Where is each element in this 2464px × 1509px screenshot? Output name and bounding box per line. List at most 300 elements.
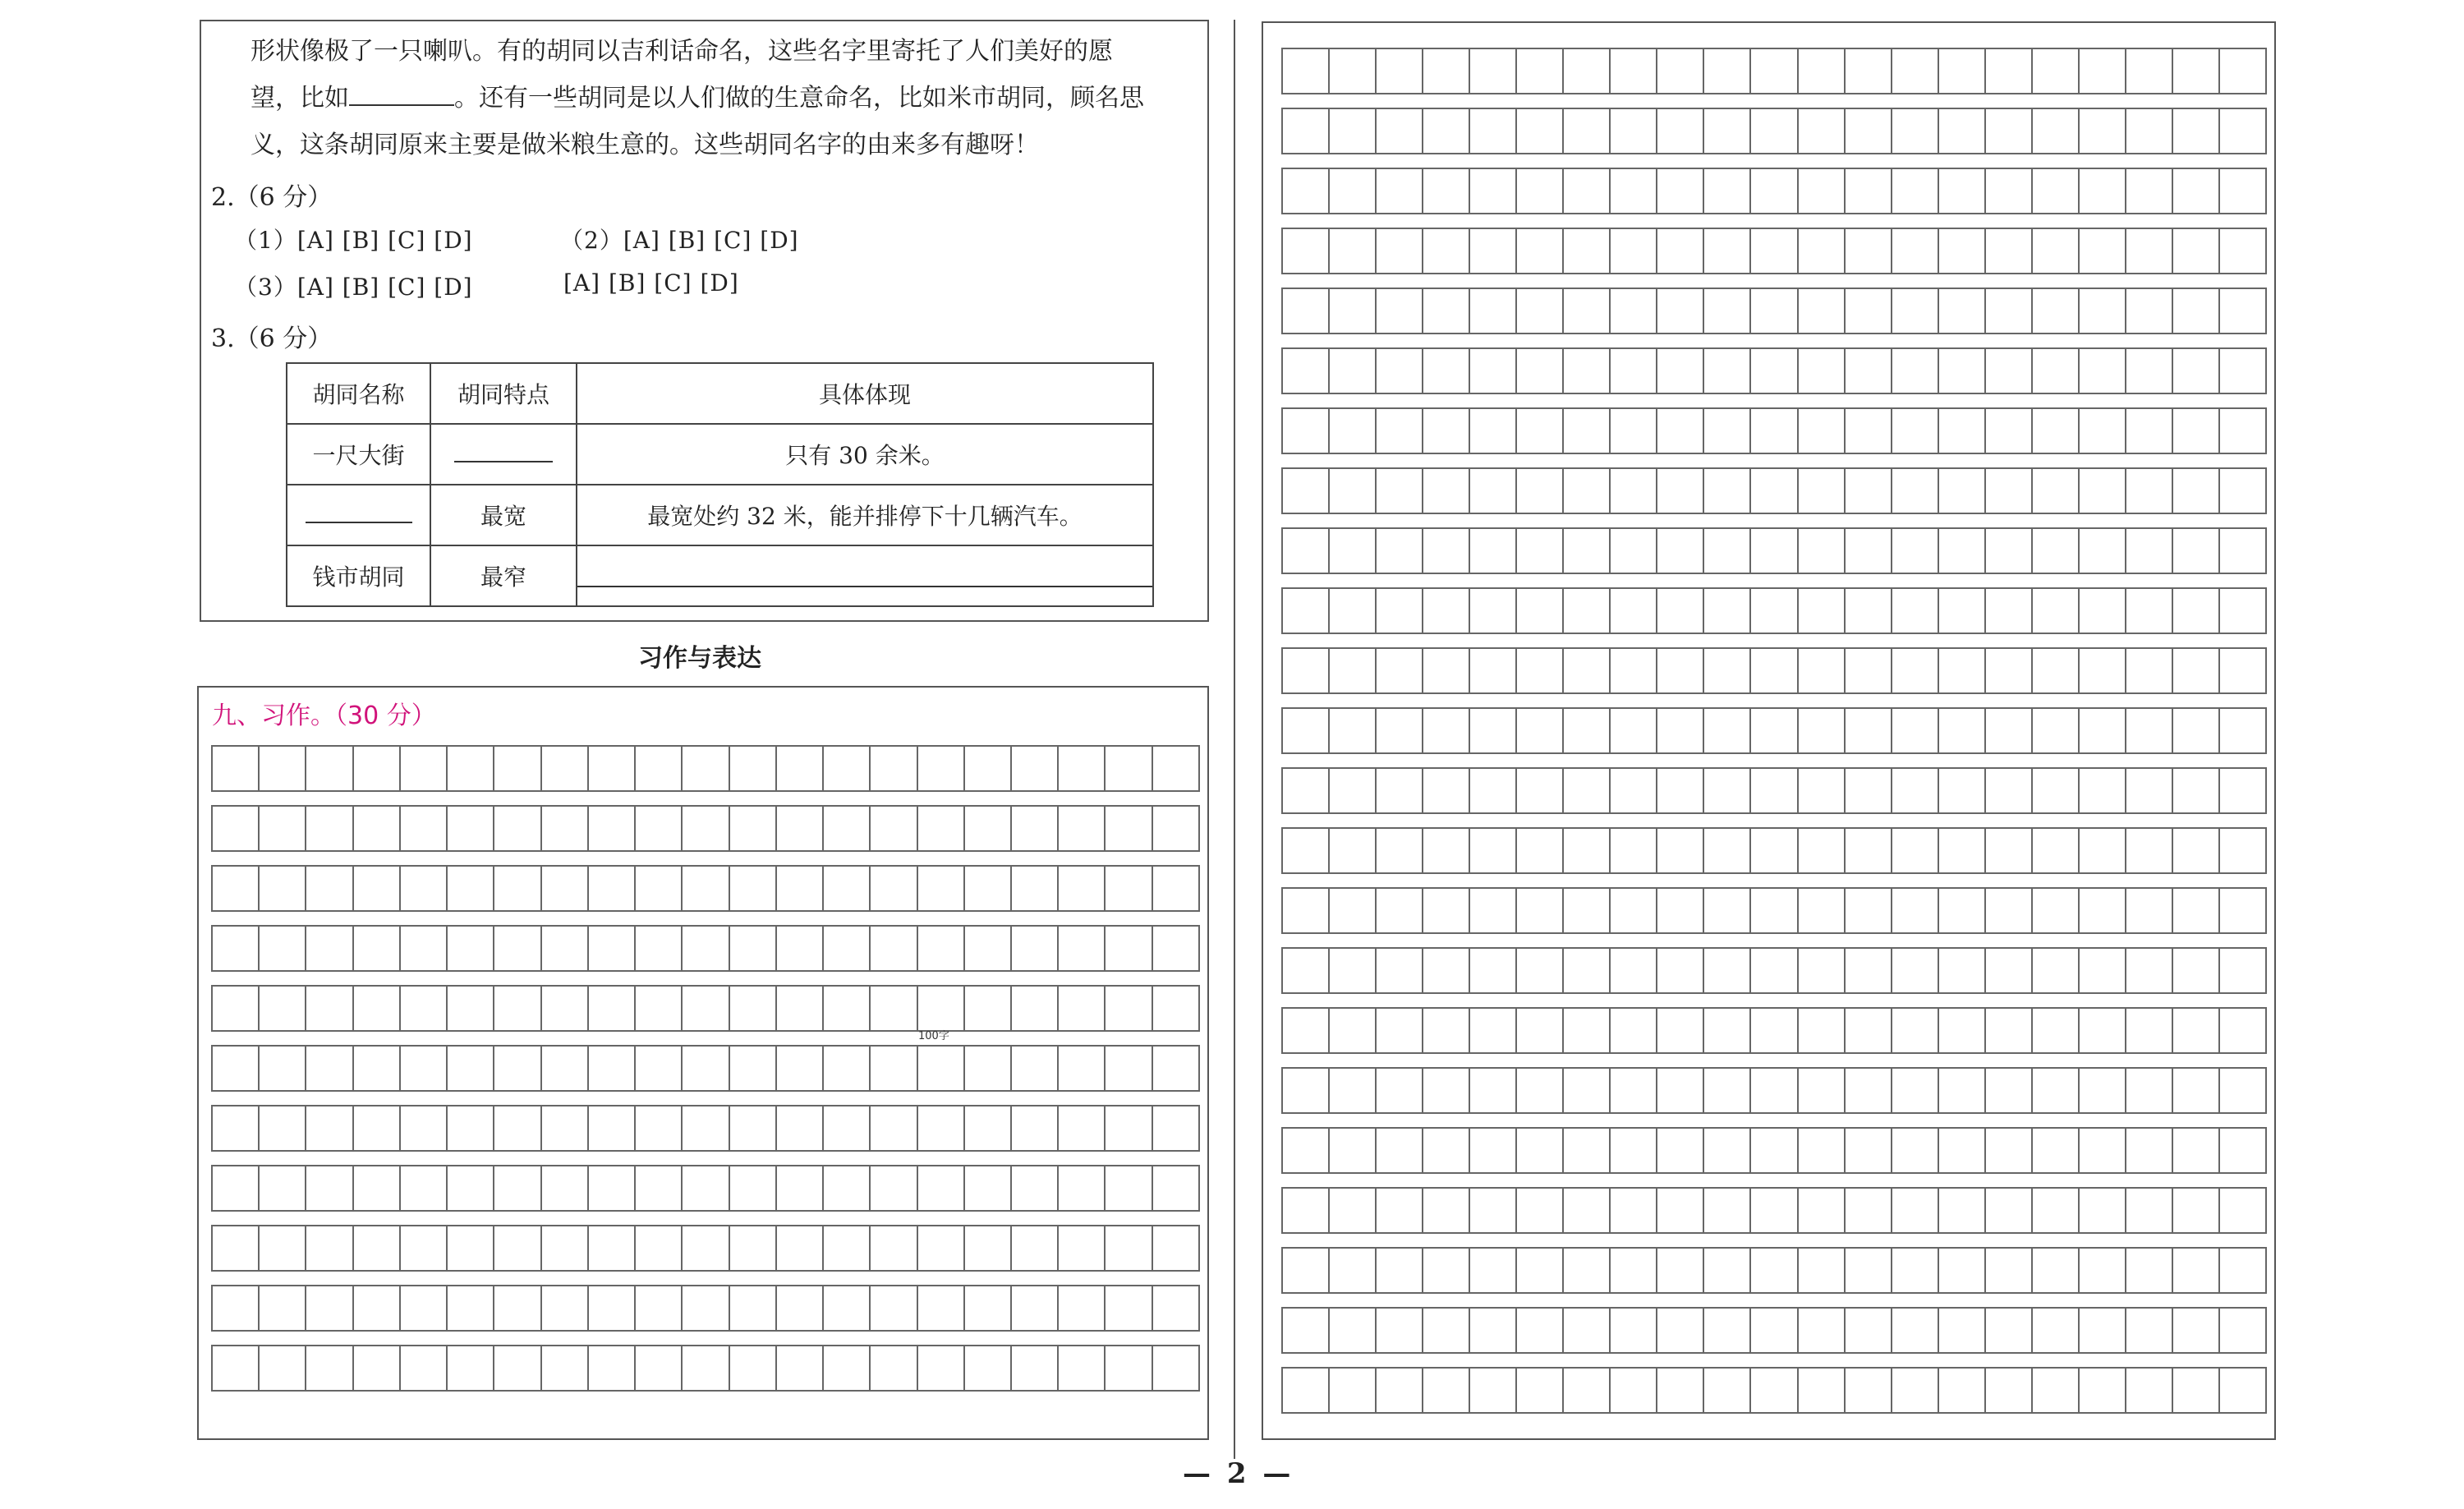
grid-cell[interactable] — [1059, 1346, 1106, 1390]
grid-cell[interactable] — [1892, 1129, 1939, 1172]
grid-cell[interactable] — [1377, 649, 1423, 692]
grid-cell[interactable] — [2173, 1129, 2220, 1172]
grid-cell[interactable] — [542, 1286, 589, 1330]
grid-cell[interactable] — [1986, 949, 2033, 992]
grid-cell[interactable] — [1153, 747, 1200, 790]
grid-cell[interactable] — [965, 1226, 1012, 1270]
grid-cell[interactable] — [1846, 1309, 1892, 1352]
grid-row[interactable] — [1281, 527, 2267, 574]
grid-cell[interactable] — [1564, 289, 1611, 333]
grid-cell[interactable] — [542, 747, 589, 790]
grid-cell[interactable] — [1283, 1189, 1330, 1232]
grid-cell[interactable] — [448, 1106, 494, 1150]
grid-row[interactable] — [1281, 1307, 2267, 1354]
grid-cell[interactable] — [1423, 589, 1470, 633]
grid-cell[interactable] — [1470, 229, 1517, 273]
q2-option-row-2[interactable]: （2）[A] [B] [C] [D] — [560, 227, 799, 254]
grid-cell[interactable] — [1751, 1249, 1798, 1292]
grid-cell[interactable] — [401, 1286, 448, 1330]
grid-cell[interactable] — [730, 1047, 777, 1090]
grid-cell[interactable] — [1330, 169, 1377, 213]
grid-cell[interactable] — [2220, 169, 2267, 213]
grid-cell[interactable] — [589, 747, 636, 790]
grid-cell[interactable] — [1939, 589, 1986, 633]
grid-cell[interactable] — [1892, 649, 1939, 692]
grid-cell[interactable] — [683, 987, 729, 1030]
grid-cell[interactable] — [1423, 409, 1470, 453]
grid-cell[interactable] — [2173, 349, 2220, 393]
grid-cell[interactable] — [401, 807, 448, 850]
grid-cell[interactable] — [965, 747, 1012, 790]
grid-cell[interactable] — [1012, 1106, 1059, 1150]
grid-cell[interactable] — [2173, 1069, 2220, 1112]
grid-cell[interactable] — [1611, 229, 1657, 273]
grid-cell[interactable] — [2033, 889, 2080, 932]
grid-cell[interactable] — [1892, 49, 1939, 93]
grid-cell[interactable] — [1423, 1069, 1470, 1112]
grid-cell[interactable] — [1892, 229, 1939, 273]
grid-cell[interactable] — [1423, 49, 1470, 93]
grid-cell[interactable] — [2080, 889, 2126, 932]
grid-cell[interactable] — [2080, 709, 2126, 752]
grid-cell[interactable] — [636, 867, 683, 910]
grid-cell[interactable] — [2173, 169, 2220, 213]
grid-cell[interactable] — [1283, 349, 1330, 393]
grid-cell[interactable] — [2126, 1069, 2173, 1112]
grid-row[interactable] — [1281, 1247, 2267, 1294]
grid-cell[interactable] — [2173, 469, 2220, 513]
grid-cell[interactable] — [1751, 949, 1798, 992]
grid-cell[interactable] — [636, 987, 683, 1030]
grid-cell[interactable] — [1377, 1069, 1423, 1112]
grid-cell[interactable] — [2033, 709, 2080, 752]
grid-cell[interactable] — [1846, 709, 1892, 752]
grid-cell[interactable] — [777, 987, 824, 1030]
grid-cell[interactable] — [1704, 889, 1751, 932]
grid-cell[interactable] — [1657, 469, 1704, 513]
grid-cell[interactable] — [2080, 1129, 2126, 1172]
grid-cell[interactable] — [354, 1166, 401, 1210]
grid-cell[interactable] — [1986, 1129, 2033, 1172]
grid-cell[interactable] — [1751, 49, 1798, 93]
grid-cell[interactable] — [1059, 1166, 1106, 1210]
grid-cell[interactable] — [2220, 1069, 2267, 1112]
grid-cell[interactable] — [1470, 169, 1517, 213]
grid-cell[interactable] — [260, 1166, 306, 1210]
grid-cell[interactable] — [1377, 829, 1423, 872]
grid-cell[interactable] — [2220, 1189, 2267, 1232]
grid-cell[interactable] — [871, 1106, 917, 1150]
grid-cell[interactable] — [1986, 349, 2033, 393]
grid-cell[interactable] — [1377, 49, 1423, 93]
grid-cell[interactable] — [1892, 529, 1939, 573]
grid-cell[interactable] — [1611, 589, 1657, 633]
grid-cell[interactable] — [1657, 1249, 1704, 1292]
grid-cell[interactable] — [2080, 529, 2126, 573]
grid-cell[interactable] — [918, 867, 965, 910]
grid-cell[interactable] — [2220, 289, 2267, 333]
grid-cell[interactable] — [1846, 349, 1892, 393]
grid-cell[interactable] — [2080, 169, 2126, 213]
grid-cell[interactable] — [1377, 1309, 1423, 1352]
grid-cell[interactable] — [2126, 49, 2173, 93]
grid-cell[interactable] — [2126, 349, 2173, 393]
grid-cell[interactable] — [1330, 289, 1377, 333]
grid-cell[interactable] — [1517, 769, 1564, 812]
grid-cell[interactable] — [1283, 769, 1330, 812]
grid-cell[interactable] — [1470, 1369, 1517, 1412]
grid-cell[interactable] — [306, 867, 353, 910]
grid-cell[interactable] — [1517, 1189, 1564, 1232]
grid-cell[interactable] — [1986, 769, 2033, 812]
grid-cell[interactable] — [777, 747, 824, 790]
grid-cell[interactable] — [1470, 649, 1517, 692]
grid-cell[interactable] — [777, 867, 824, 910]
grid-cell[interactable] — [2173, 289, 2220, 333]
table-cell-blank[interactable] — [577, 545, 1153, 606]
answer-blank[interactable] — [349, 80, 454, 106]
grid-cell[interactable] — [730, 987, 777, 1030]
grid-cell[interactable] — [1564, 589, 1611, 633]
grid-row[interactable] — [1281, 347, 2267, 394]
grid-cell[interactable] — [1704, 469, 1751, 513]
grid-cell[interactable] — [1846, 1189, 1892, 1232]
grid-cell[interactable] — [1892, 769, 1939, 812]
grid-cell[interactable] — [2173, 589, 2220, 633]
grid-cell[interactable] — [1283, 289, 1330, 333]
grid-cell[interactable] — [1704, 289, 1751, 333]
grid-cell[interactable] — [918, 1346, 965, 1390]
grid-cell[interactable] — [1799, 1129, 1846, 1172]
grid-cell[interactable] — [2173, 649, 2220, 692]
grid-cell[interactable] — [1470, 769, 1517, 812]
grid-cell[interactable] — [1517, 649, 1564, 692]
grid-cell[interactable] — [636, 1286, 683, 1330]
grid-cell[interactable] — [2220, 769, 2267, 812]
table-cell-blank[interactable] — [430, 424, 577, 485]
grid-row[interactable] — [1281, 767, 2267, 814]
grid-cell[interactable] — [1657, 949, 1704, 992]
grid-cell[interactable] — [1423, 1309, 1470, 1352]
grid-cell[interactable] — [1283, 589, 1330, 633]
grid-cell[interactable] — [1564, 1129, 1611, 1172]
grid-cell[interactable] — [1657, 709, 1704, 752]
grid-cell[interactable] — [542, 1047, 589, 1090]
grid-cell[interactable] — [1517, 349, 1564, 393]
grid-cell[interactable] — [213, 807, 260, 850]
grid-cell[interactable] — [683, 1226, 729, 1270]
grid-row[interactable] — [1281, 887, 2267, 934]
grid-cell[interactable] — [1423, 769, 1470, 812]
grid-cell[interactable] — [1517, 169, 1564, 213]
grid-cell[interactable] — [1939, 1369, 1986, 1412]
grid-cell[interactable] — [2220, 349, 2267, 393]
grid-cell[interactable] — [1059, 927, 1106, 970]
grid-cell[interactable] — [1153, 1226, 1200, 1270]
grid-cell[interactable] — [213, 1047, 260, 1090]
grid-cell[interactable] — [1330, 829, 1377, 872]
grid-cell[interactable] — [2033, 649, 2080, 692]
grid-cell[interactable] — [1330, 1129, 1377, 1172]
grid-cell[interactable] — [213, 1346, 260, 1390]
grid-cell[interactable] — [918, 1286, 965, 1330]
grid-cell[interactable] — [730, 1226, 777, 1270]
grid-cell[interactable] — [1986, 409, 2033, 453]
grid-cell[interactable] — [918, 1047, 965, 1090]
grid-cell[interactable] — [1892, 1009, 1939, 1052]
grid-cell[interactable] — [871, 987, 917, 1030]
grid-cell[interactable] — [1704, 529, 1751, 573]
grid-cell[interactable] — [1657, 1369, 1704, 1412]
grid-cell[interactable] — [1377, 229, 1423, 273]
grid-cell[interactable] — [260, 867, 306, 910]
grid-cell[interactable] — [1517, 709, 1564, 752]
grid-cell[interactable] — [2126, 1129, 2173, 1172]
grid-cell[interactable] — [1657, 409, 1704, 453]
grid-cell[interactable] — [1377, 889, 1423, 932]
grid-cell[interactable] — [1012, 987, 1059, 1030]
grid-cell[interactable] — [354, 1286, 401, 1330]
grid-row[interactable] — [211, 925, 1200, 972]
grid-cell[interactable] — [1846, 289, 1892, 333]
grid-cell[interactable] — [1517, 1369, 1564, 1412]
grid-row[interactable] — [1281, 1067, 2267, 1114]
grid-cell[interactable] — [1330, 349, 1377, 393]
grid-cell[interactable] — [1846, 169, 1892, 213]
grid-cell[interactable] — [260, 807, 306, 850]
grid-cell[interactable] — [401, 867, 448, 910]
grid-cell[interactable] — [589, 807, 636, 850]
grid-cell[interactable] — [1939, 1129, 1986, 1172]
grid-cell[interactable] — [1330, 769, 1377, 812]
grid-cell[interactable] — [1892, 409, 1939, 453]
grid-cell[interactable] — [1611, 109, 1657, 153]
grid-cell[interactable] — [1377, 469, 1423, 513]
grid-cell[interactable] — [871, 807, 917, 850]
grid-cell[interactable] — [1517, 589, 1564, 633]
grid-cell[interactable] — [2220, 649, 2267, 692]
grid-cell[interactable] — [589, 1047, 636, 1090]
grid-cell[interactable] — [1611, 769, 1657, 812]
grid-cell[interactable] — [1657, 589, 1704, 633]
grid-cell[interactable] — [1799, 289, 1846, 333]
grid-cell[interactable] — [871, 867, 917, 910]
grid-cell[interactable] — [2033, 169, 2080, 213]
grid-cell[interactable] — [2033, 529, 2080, 573]
grid-cell[interactable] — [1657, 829, 1704, 872]
grid-cell[interactable] — [2033, 1129, 2080, 1172]
grid-cell[interactable] — [1986, 1069, 2033, 1112]
grid-cell[interactable] — [1153, 807, 1200, 850]
grid-cell[interactable] — [824, 807, 871, 850]
grid-cell[interactable] — [1564, 1189, 1611, 1232]
grid-row[interactable] — [211, 1285, 1200, 1332]
table-cell-blank[interactable] — [287, 485, 430, 545]
grid-cell[interactable] — [213, 927, 260, 970]
grid-cell[interactable] — [1470, 1249, 1517, 1292]
grid-cell[interactable] — [1846, 1369, 1892, 1412]
grid-cell[interactable] — [1423, 949, 1470, 992]
grid-cell[interactable] — [1939, 1009, 1986, 1052]
grid-cell[interactable] — [1986, 1369, 2033, 1412]
grid-cell[interactable] — [1611, 1069, 1657, 1112]
grid-cell[interactable] — [260, 1226, 306, 1270]
grid-cell[interactable] — [354, 1226, 401, 1270]
grid-cell[interactable] — [589, 867, 636, 910]
grid-cell[interactable] — [2080, 409, 2126, 453]
grid-cell[interactable] — [965, 867, 1012, 910]
grid-row[interactable] — [1281, 1367, 2267, 1414]
grid-cell[interactable] — [1799, 409, 1846, 453]
grid-cell[interactable] — [683, 927, 729, 970]
grid-cell[interactable] — [1517, 1009, 1564, 1052]
grid-cell[interactable] — [871, 1346, 917, 1390]
grid-cell[interactable] — [683, 1106, 729, 1150]
grid-cell[interactable] — [589, 1166, 636, 1210]
grid-cell[interactable] — [1751, 589, 1798, 633]
grid-cell[interactable] — [2126, 109, 2173, 153]
grid-cell[interactable] — [1799, 229, 1846, 273]
grid-cell[interactable] — [824, 927, 871, 970]
grid-cell[interactable] — [1330, 709, 1377, 752]
grid-row[interactable] — [1281, 228, 2267, 274]
grid-cell[interactable] — [448, 1226, 494, 1270]
grid-cell[interactable] — [494, 1346, 541, 1390]
grid-cell[interactable] — [871, 1047, 917, 1090]
grid-cell[interactable] — [542, 987, 589, 1030]
grid-cell[interactable] — [1330, 1369, 1377, 1412]
grid-cell[interactable] — [2173, 1309, 2220, 1352]
grid-cell[interactable] — [1470, 589, 1517, 633]
grid-cell[interactable] — [2080, 649, 2126, 692]
grid-cell[interactable] — [2126, 649, 2173, 692]
grid-cell[interactable] — [1012, 1047, 1059, 1090]
grid-cell[interactable] — [2033, 289, 2080, 333]
grid-cell[interactable] — [1986, 1309, 2033, 1352]
grid-cell[interactable] — [1611, 649, 1657, 692]
grid-cell[interactable] — [1106, 1166, 1152, 1210]
grid-cell[interactable] — [918, 1106, 965, 1150]
grid-cell[interactable] — [2220, 889, 2267, 932]
grid-cell[interactable] — [1517, 1249, 1564, 1292]
grid-cell[interactable] — [1330, 589, 1377, 633]
grid-cell[interactable] — [1657, 349, 1704, 393]
grid-cell[interactable] — [1751, 289, 1798, 333]
grid-cell[interactable] — [354, 1106, 401, 1150]
grid-cell[interactable] — [1846, 529, 1892, 573]
grid-cell[interactable] — [1377, 109, 1423, 153]
grid-cell[interactable] — [2220, 529, 2267, 573]
grid-cell[interactable] — [683, 867, 729, 910]
grid-cell[interactable] — [1892, 1069, 1939, 1112]
grid-cell[interactable] — [1059, 807, 1106, 850]
grid-cell[interactable] — [1564, 829, 1611, 872]
grid-cell[interactable] — [1986, 49, 2033, 93]
grid-cell[interactable] — [1799, 829, 1846, 872]
grid-cell[interactable] — [1986, 889, 2033, 932]
grid-cell[interactable] — [1704, 769, 1751, 812]
grid-cell[interactable] — [1470, 409, 1517, 453]
grid-cell[interactable] — [636, 1106, 683, 1150]
grid-cell[interactable] — [589, 1346, 636, 1390]
grid-cell[interactable] — [1470, 1309, 1517, 1352]
grid-cell[interactable] — [2080, 1369, 2126, 1412]
grid-cell[interactable] — [1611, 169, 1657, 213]
grid-cell[interactable] — [777, 1047, 824, 1090]
grid-cell[interactable] — [448, 927, 494, 970]
grid-cell[interactable] — [824, 1286, 871, 1330]
grid-cell[interactable] — [2220, 1369, 2267, 1412]
grid-cell[interactable] — [777, 1346, 824, 1390]
grid-cell[interactable] — [401, 1346, 448, 1390]
grid-cell[interactable] — [1377, 1129, 1423, 1172]
grid-cell[interactable] — [1470, 1189, 1517, 1232]
grid-cell[interactable] — [1986, 829, 2033, 872]
grid-cell[interactable] — [306, 987, 353, 1030]
grid-cell[interactable] — [1939, 409, 1986, 453]
grid-row[interactable] — [1281, 288, 2267, 334]
grid-cell[interactable] — [1939, 1309, 1986, 1352]
grid-cell[interactable] — [401, 987, 448, 1030]
grid-cell[interactable] — [1423, 829, 1470, 872]
grid-cell[interactable] — [1377, 409, 1423, 453]
grid-cell[interactable] — [1799, 1069, 1846, 1112]
grid-cell[interactable] — [1564, 169, 1611, 213]
grid-row[interactable] — [211, 1225, 1200, 1272]
grid-cell[interactable] — [213, 1106, 260, 1150]
grid-cell[interactable] — [1892, 169, 1939, 213]
grid-cell[interactable] — [1330, 49, 1377, 93]
grid-cell[interactable] — [494, 987, 541, 1030]
grid-cell[interactable] — [730, 1106, 777, 1150]
grid-cell[interactable] — [2033, 349, 2080, 393]
grid-cell[interactable] — [1704, 1129, 1751, 1172]
grid-cell[interactable] — [1611, 1189, 1657, 1232]
grid-cell[interactable] — [683, 1166, 729, 1210]
grid-cell[interactable] — [1704, 649, 1751, 692]
grid-cell[interactable] — [1564, 1369, 1611, 1412]
grid-cell[interactable] — [2080, 829, 2126, 872]
grid-row[interactable] — [1281, 168, 2267, 214]
grid-cell[interactable] — [2126, 1009, 2173, 1052]
grid-cell[interactable] — [777, 927, 824, 970]
grid-cell[interactable] — [2033, 1369, 2080, 1412]
grid-cell[interactable] — [1846, 649, 1892, 692]
grid-row[interactable] — [1281, 108, 2267, 154]
grid-cell[interactable] — [636, 1047, 683, 1090]
grid-cell[interactable] — [1704, 109, 1751, 153]
grid-cell[interactable] — [1704, 229, 1751, 273]
grid-cell[interactable] — [1106, 927, 1152, 970]
grid-cell[interactable] — [777, 1166, 824, 1210]
grid-cell[interactable] — [1106, 1047, 1152, 1090]
grid-cell[interactable] — [1106, 1226, 1152, 1270]
grid-cell[interactable] — [2126, 769, 2173, 812]
grid-cell[interactable] — [1377, 1249, 1423, 1292]
grid-cell[interactable] — [2033, 469, 2080, 513]
grid-cell[interactable] — [1059, 987, 1106, 1030]
q2-option-row-3[interactable]: （3）[A] [B] [C] [D] — [234, 274, 473, 301]
grid-cell[interactable] — [1751, 1369, 1798, 1412]
grid-cell[interactable] — [1939, 49, 1986, 93]
grid-cell[interactable] — [1939, 829, 1986, 872]
grid-cell[interactable] — [1657, 1069, 1704, 1112]
grid-cell[interactable] — [1059, 1047, 1106, 1090]
grid-cell[interactable] — [1892, 469, 1939, 513]
grid-cell[interactable] — [2220, 589, 2267, 633]
grid-cell[interactable] — [2220, 109, 2267, 153]
grid-cell[interactable] — [1517, 229, 1564, 273]
